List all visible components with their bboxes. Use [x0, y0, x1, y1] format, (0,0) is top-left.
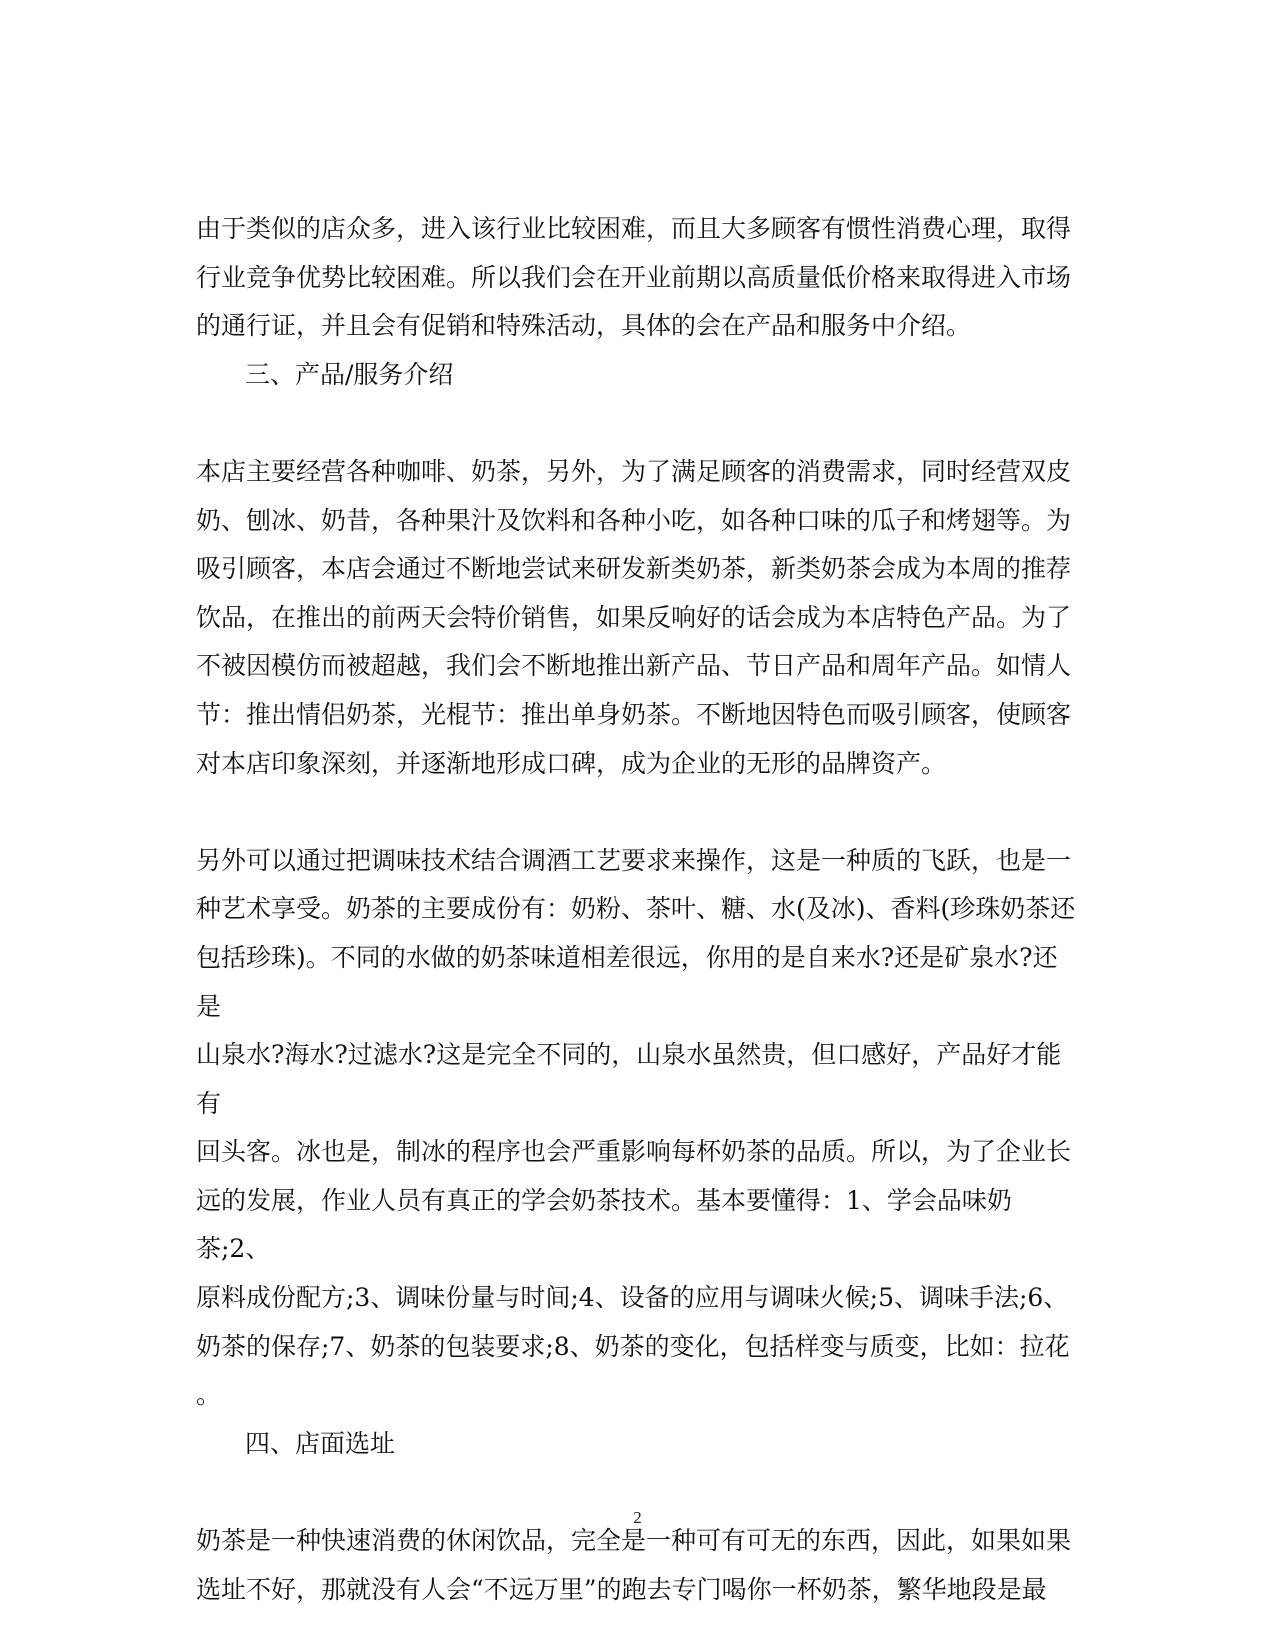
text-line: 节：推出情侣奶茶，光棍节：推出单身奶茶。不断地因特色而吸引顾客，使顾客: [196, 699, 1072, 729]
text-line: 选址不好，那就没有人会“不远万里”的跑去专门喝你一杯奶茶，繁华地段是最: [196, 1574, 1047, 1604]
paragraph-milk-tea-technique: [196, 837, 1076, 1420]
section-heading-products: 三、产品/服务介绍: [245, 359, 454, 389]
paragraph-location: [196, 1517, 1076, 1614]
text-line: 远的发展，作业人员有真正的学会奶茶技术。基本要懂得：1、学会品味奶茶;2、: [196, 1185, 1012, 1264]
text-line: 吸引顾客，本店会通过不断地尝试来研发新类奶茶，新类奶茶会成为本周的推荐: [196, 554, 1072, 584]
text-line: 不被因模仿而被超越，我们会不断地推出新产品、节日产品和周年产品。如情人: [196, 651, 1072, 681]
paragraph-spacer: [196, 399, 1076, 448]
paragraph-products: [196, 448, 1076, 788]
text-line: 。: [196, 1380, 222, 1410]
text-line: 由于类似的店众多，进入该行业比较困难，而且大多顾客有惯性消费心理，取得: [196, 214, 1072, 243]
section-heading-location: 四、店面选址: [245, 1428, 396, 1458]
text-line: 山泉水?海水?过滤水?这是完全不同的，山泉水虽然贵，但口感好，产品好才能有: [196, 1040, 1062, 1118]
text-line: 奶、刨冰、奶昔，各种果汁及饮料和各种小吃，如各种口味的瓜子和烤翅等。为: [196, 505, 1072, 535]
text-line: 原料成份配方;3、调味份量与时间;4、设备的应用与调味火候;5、调味手法;6、: [196, 1283, 1069, 1313]
text-line: 回头客。冰也是，制冰的程序也会严重影响每杯奶茶的品质。所以，为了企业长: [196, 1137, 1072, 1167]
document-body: [196, 205, 1076, 1614]
text-line: 的通行证，并且会有促销和特殊活动，具体的会在产品和服务中介绍。: [196, 311, 972, 341]
text-line: 奶茶是一种快速消费的休闲饮品，完全是一种可有可无的东西，因此，如果如果: [196, 1526, 1072, 1556]
text-line: 本店主要经营各种咖啡、奶茶，另外，为了满足顾客的消费需求，同时经营双皮: [196, 456, 1072, 486]
text-line: 奶茶的保存;7、奶茶的包装要求;8、奶茶的变化，包括样变与质变，比如：拉花: [196, 1331, 1070, 1361]
paragraph-spacer: [196, 788, 1076, 837]
text-line: 行业竞争优势比较困难。所以我们会在开业前期以高质量低价格来取得进入市场: [196, 262, 1072, 292]
text-line: 包括珍珠)。不同的水做的奶茶味道相差很远，你用的是自来水?还是矿泉水?还是: [196, 942, 1058, 1021]
text-line: 种艺术享受。奶茶的主要成份有：奶粉、茶叶、糖、水(及冰)、香料(珍珠奶茶还: [196, 894, 1076, 924]
paragraph-market-entry: [196, 205, 1076, 351]
text-line: 饮品，在推出的前两天会特价销售，如果反响好的话会成为本店特色产品。为了: [196, 602, 1072, 632]
text-line: 对本店印象深刻，并逐渐地形成口碑，成为企业的无形的品牌资产。: [196, 748, 947, 778]
page-number: 2: [633, 1508, 642, 1527]
text-line: 另外可以通过把调味技术结合调酒工艺要求来操作，这是一种质的飞跃，也是一: [196, 845, 1072, 875]
